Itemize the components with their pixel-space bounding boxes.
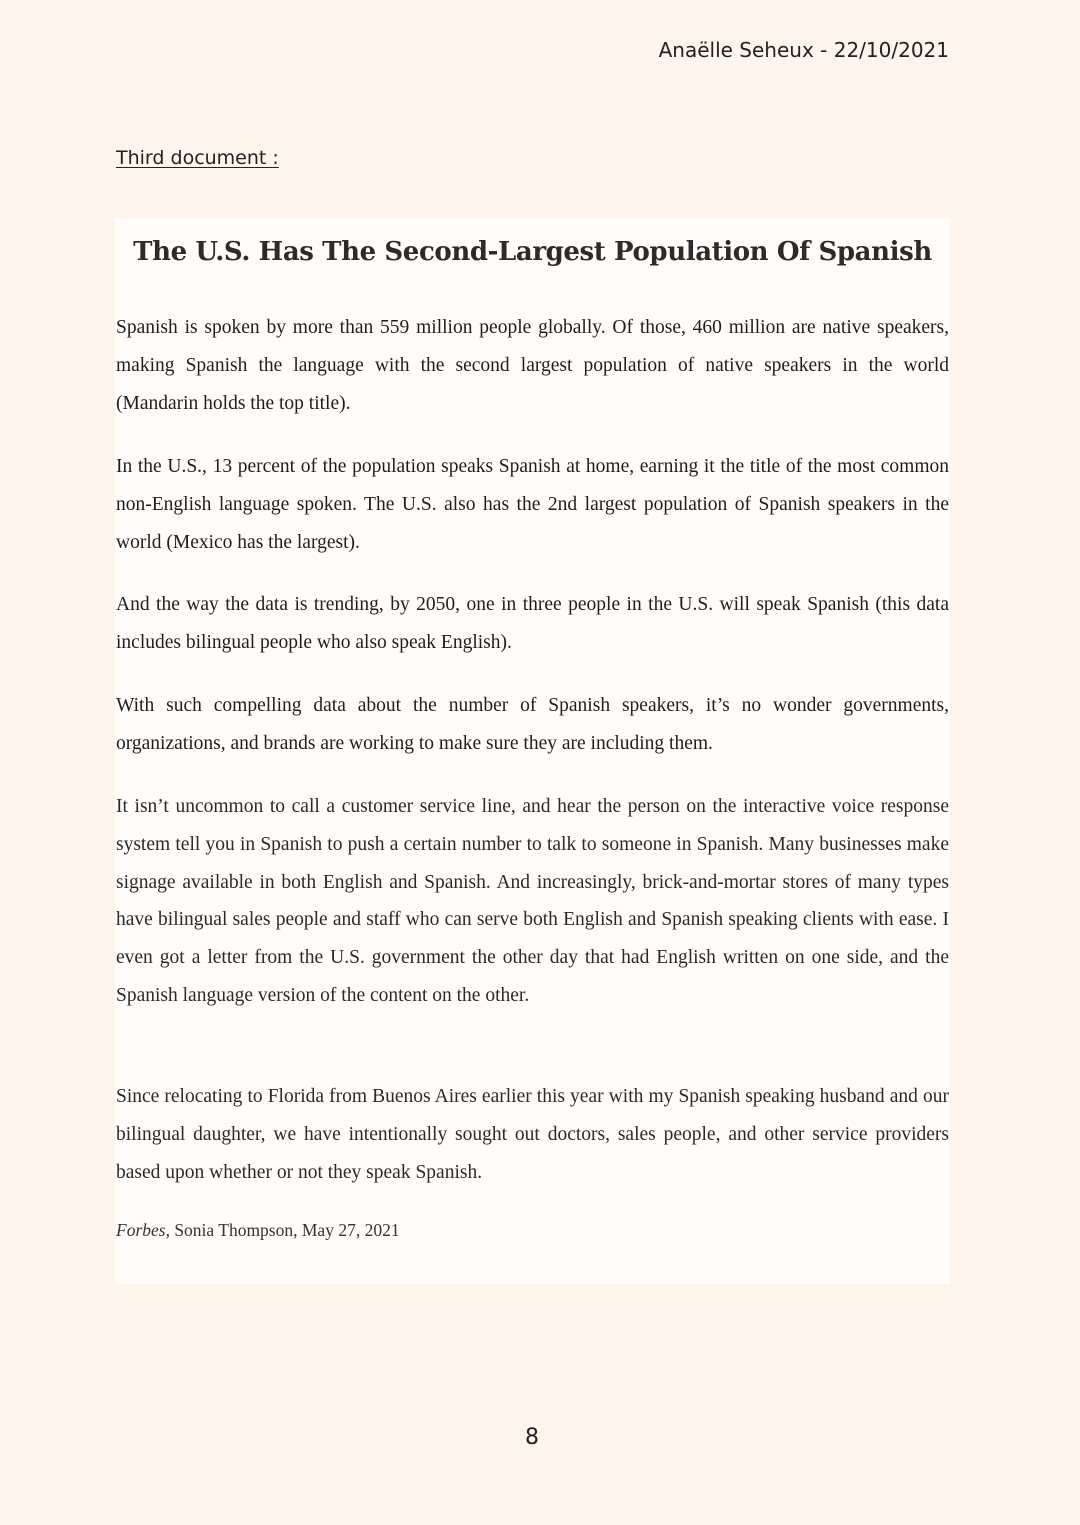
article-paragraph: In the U.S., 13 percent of the population speaks Spanish at home, earning it the title of the most common non-English language spoken. The U.S. also has the 2nd largest population of Spanish speakers in the world (Mexico has the largest).: [116, 456, 949, 553]
article-excerpt: [115, 218, 950, 1284]
citation-source: Forbes: [116, 1220, 166, 1240]
article-paragraph: Since relocating to Florida from Buenos Aires earlier this year with my Spanish speaking husband and our bilingual daughter, we have intentionally sought out doctors, sales people, and other service providers based upon whether or not they speak Spanish.: [116, 1086, 949, 1183]
section-label: Third document :: [116, 147, 279, 169]
article-paragraph: And the way the data is trending, by 2050, one in three people in the U.S. will speak Spanish (this data includes bilingual people who also speak English).: [116, 594, 949, 653]
article-paragraph: Spanish is spoken by more than 559 million people globally. Of those, 460 million are native speakers, making Spanish the language with the second largest population of native speakers in the world (Mandarin holds the top title).: [116, 317, 949, 414]
article-paragraph: With such compelling data about the number of Spanish speakers, it’s no wonder governments, organizations, and brands are working to make sure they are including them.: [116, 695, 949, 754]
article-title: The U.S. Has The Second-Largest Population Of Spanish: [133, 237, 932, 267]
header-author-date: Anaëlle Seheux - 22/10/2021: [658, 38, 949, 62]
article-paragraph: It isn’t uncommon to call a customer service line, and hear the person on the interactive voice response system tell you in Spanish to push a certain number to talk to someone in Spanish. Many businesses make signage available in both English and Spanish. And increasingly, brick-and-mortar stores of many types have bilingual sales people and staff who can serve both English and Spanish speaking clients with ease. I even got a letter from the U.S. government the other day that had English written on one side, and the Spanish language version of the content on the other.: [116, 796, 949, 1006]
page-number: 8: [525, 1425, 539, 1450]
article-citation: [116, 1220, 400, 1241]
citation-details: , Sonia Thompson, May 27, 2021: [165, 1220, 400, 1240]
